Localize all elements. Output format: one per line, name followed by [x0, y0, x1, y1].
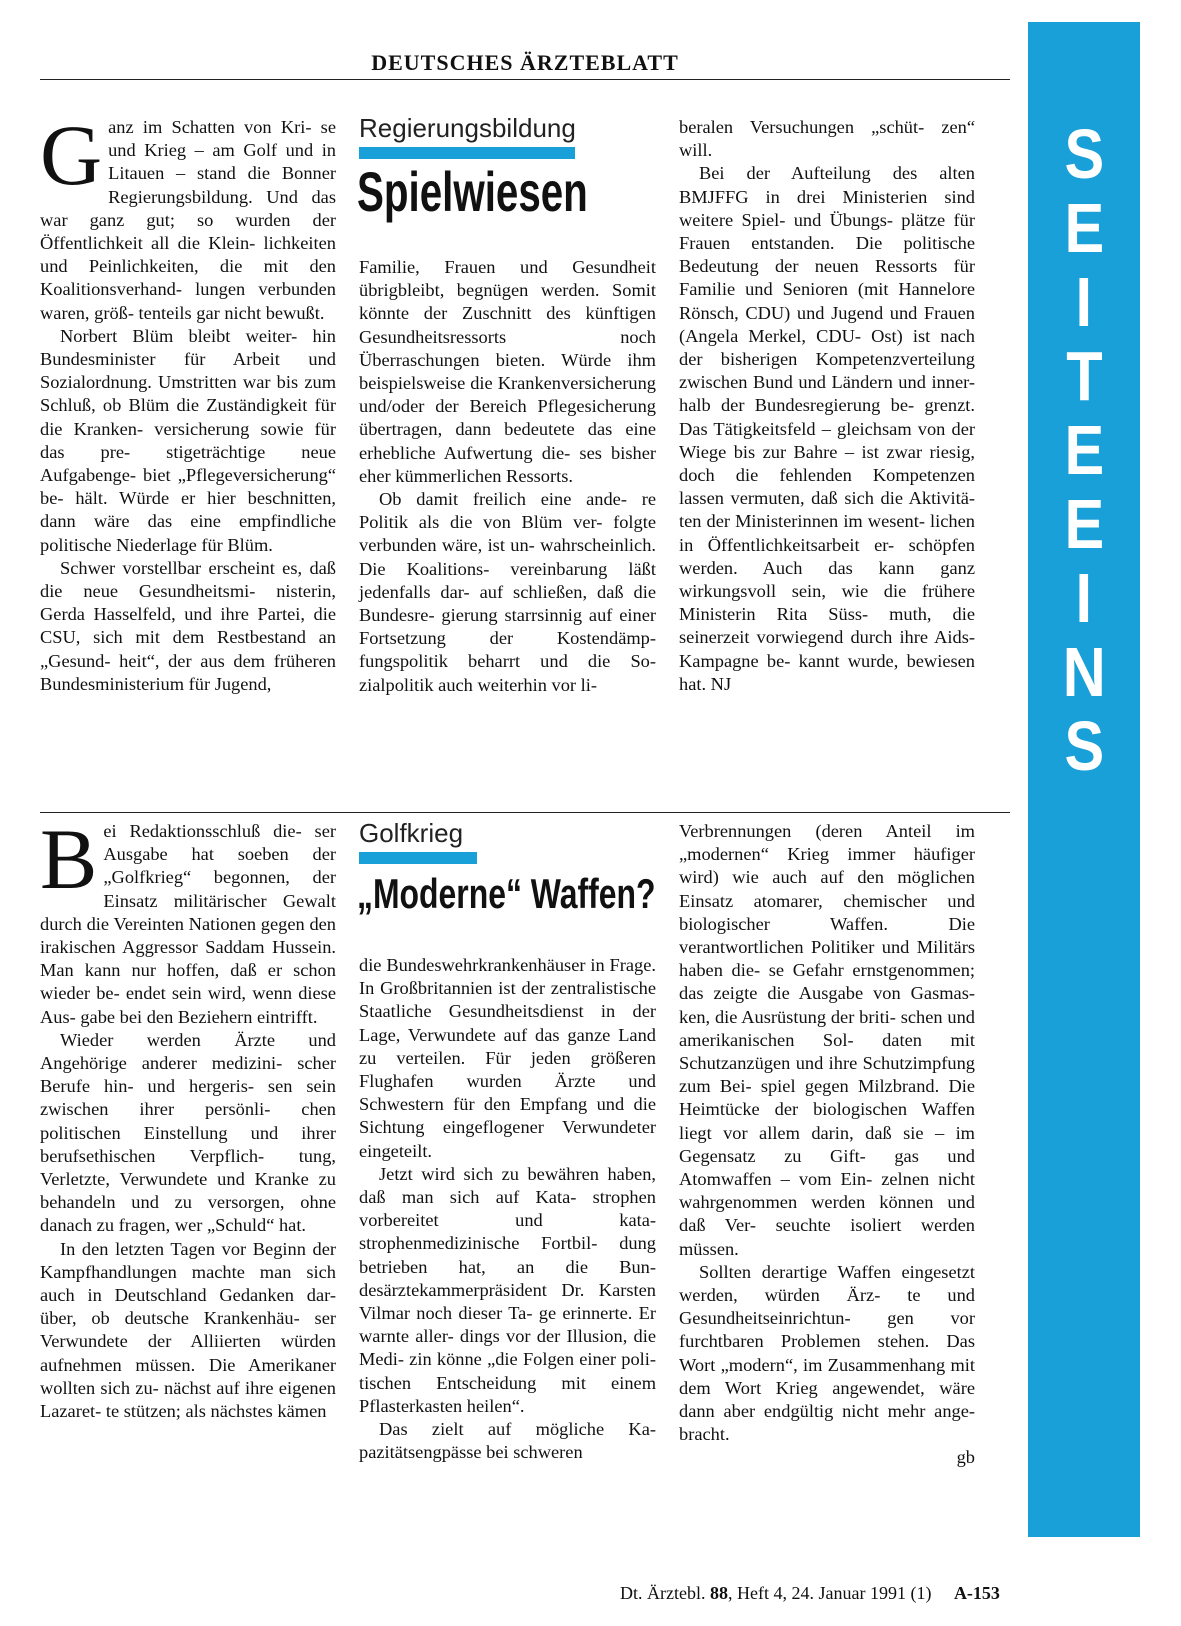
article1-paragraph: Ganz im Schatten von Kri- se und Krieg – am Golf und in Litauen – stand die Bonner Regierungsbildung. Und das war ganz gut; so wurden der Öffentlichkeit all die Klein- lichkeiten und Peinlichkeiten, die mit den Koalitionsverhand- lungen verbunden waren, größ- tenteils gar nicht bewußt.	[40, 107, 336, 323]
footer-citation-rest: , Heft 4, 24. Januar 1991 (1)	[727, 1583, 932, 1603]
article1-paragraph: Bei der Aufteilung des alten BMJFFG in drei Ministerien sind weitere Spiel- und Übungs- plätze für Frauen entstanden. Die politische Bedeutung der neuen Ressorts für Familie und Senioren (mit Hannelore Rönsch, CDU) und Jugend und Frauen (Angela Merkel, CDU- Ost) ist nach der bisherigen Kompetenzverteilung zwischen Bund und Ländern und inner- halb der Bundesregierung be- grenzt. Das Tätigkeitsfeld – gleichsam von der Wiege bis zur Bahre – ist zwar riesig, doch die fehlenden Kompetenzen lassen vermuten, daß sich die Aktivitä- ten der Ministerinnen im wesent- lichen in Öffentlichkeitsarbeit er- schöpfen werden. Auch das kann ganz wirkungsvoll sein, wie die frühere Ministerin Rita Süss- muth, die seinerzeit vorwiegend durch ihre Aids-Kampagne be- kannt wurde, bewiesen hat. NJ	[679, 163, 975, 694]
sidebar-letter: E	[1064, 485, 1104, 563]
article1-col2	[359, 256, 656, 697]
article2-col1	[40, 811, 336, 1423]
article1-headline: Spielwiesen	[357, 160, 588, 223]
section-divider	[40, 812, 1010, 813]
article2-paragraph: In den letzten Tagen vor Beginn der Kampfhandlungen machte man sich auch in Deutschland Gedanken dar- über, ob deutsche Krankenhäu- ser Verwundete der Alliierten würden aufnehmen müssen. Die Amerikaner wollten sich zu- nächst auf ihre eigenen Lazaret- te stützen; als nächstes kämen	[40, 1238, 336, 1422]
article2-paragraph: Das zielt auf mögliche Ka- pazitätsengpässe bei schweren	[359, 1419, 656, 1463]
section-sidebar	[1028, 22, 1140, 1537]
article1-col3	[679, 116, 975, 696]
article2-col3	[679, 820, 975, 1470]
article1-paragraph: Norbert Blüm bleibt weiter- hin Bundesminister für Arbeit und Sozialordnung. Umstritten war bis zum Schluß, ob Blüm die Zuständigkeit für die Kranken- versicherung sowie für das pre- stigeträchtige neue Aufgabenge- biet „Pflegeversicherung“ be- hält. Würde er hier beschnitten, dann wäre das eine empfindliche politische Niederlage für Blüm.	[40, 325, 336, 555]
article2-signature: gb	[956, 1447, 975, 1468]
article2-headline: „Moderne“ Waffen?	[357, 870, 656, 917]
article1-paragraph: Familie, Frauen und Gesundheit übrigbleibt, begnügen werden. Somit könnte der Zuschnitt des künftigen Gesundheitsressorts noch Überraschungen bieten. Würde ihm beispielsweise die Krankenversicherung und/oder der Bereich Pflegesicherung übertragen, dann bedeutete das eine erhebliche Aufwertung die- ses bisher eher kümmerlichen Ressorts.	[359, 257, 656, 486]
article1-col1	[40, 107, 336, 696]
article2-paragraph: die Bundeswehrkrankenhäuser in Frage. In Großbritannien ist der zentralistische Staatliche Gesundheitsdienst in der Lage, Verwundete auf das ganze Land zu verteilen. Für jeden größeren Flughafen wurden Ärzte und Schwestern für den Empfang und die Sichtung eingeflogener Verwundeter eingeteilt.	[359, 955, 656, 1161]
article2-kicker-bar	[359, 852, 477, 864]
article2-paragraph: Wieder werden Ärzte und Angehörige anderer medizini- scher Berufe hin- und hergeris- sen sein zwischen ihrer persönli- chen politischen Einstellung und ihrer berufsethischen Verpflich- tung, Verletzte, Verwundete und Kranke zu behandeln und zu versorgen, ohne danach zu fragen, wer „Schuld“ hat.	[40, 1029, 336, 1236]
article2-kicker: Golfkrieg	[359, 818, 464, 848]
sidebar-letter: S	[1064, 115, 1104, 193]
article1-kicker-bar	[359, 147, 575, 159]
sidebar-letter: E	[1064, 189, 1104, 267]
sidebar-letter: I	[1075, 263, 1093, 341]
article1-paragraph: Schwer vorstellbar erscheint es, daß die neue Gesundheitsmi- nisterin, Gerda Hasselfeld, und ihre Partei, die CSU, sich mit dem Restbestand an „Gesund- heit“, der aus dem früheren Bundesministerium für Jugend,	[40, 557, 336, 694]
article1-dropcap: G	[40, 107, 103, 203]
footer-citation-prefix: Dt. Ärztebl.	[620, 1583, 710, 1603]
article2-dropcap: B	[40, 811, 98, 907]
article2-paragraph: Bei Redaktionsschluß die- ser Ausgabe hat soeben der „Golfkrieg“ begonnen, der Einsatz militärischer Gewalt durch die Vereinten Nationen gegen den irakischen Aggressor Saddam Hussein. Man kann nur hoffen, daß er schon wieder be- endet sein wird, wenn diese Aus- gabe bei den Beziehern eintrifft.	[40, 811, 336, 1027]
sidebar-letter: T	[1065, 337, 1103, 415]
article1-paragraph: beralen Versuchungen „schüt- zen“ will.	[679, 117, 975, 161]
page-footer	[620, 1583, 1000, 1604]
masthead: DEUTSCHES ÄRZTEBLATT	[371, 50, 679, 75]
masthead-rule	[40, 79, 1010, 80]
footer-volume: 88	[709, 1583, 728, 1603]
article2-paragraph: Sollten derartige Waffen eingesetzt werden, würden Ärz- te und Gesundheitseinrichtun- gen vor furchtbaren Problemen stehen. Das Wort „modern“, im Zusammenhang mit dem Wort Krieg angewendet, wäre dann aber endgültig nicht mehr ange- bracht.	[679, 1261, 975, 1445]
article2-paragraph: Jetzt wird sich zu bewähren haben, daß man sich auf Kata- strophen vorbereitet und kata- strophenmedizinische Fortbil- dung betrieben hat, an die Bun- desärztekammerpräsident Dr. Karsten Vilmar noch dieser Ta- ge erinnerte. Er warnte aller- dings vor der Illusion, die Medi- zin könne „die Folgen einer poli- tischen Entscheidung mit einem Pflasterkasten heilen“.	[359, 1163, 656, 1416]
footer-page-number: A-153	[953, 1583, 1000, 1603]
article1-kicker: Regierungsbildung	[359, 113, 576, 143]
sidebar-letter: N	[1062, 633, 1106, 711]
article2-paragraph: Verbrennungen (deren Anteil im „modernen“ Krieg immer häufiger wird) wie auch auf den möglichen Einsatz atomarer, chemischer und biologischer Waffen. Die verantwortlichen Politiker und Militärs haben die- se Gefahr ernstgenommen; das zeigte die Ausgabe von Gasmas- ken, die Ausrüstung der briti- schen und amerikanischen Sol- daten mit Schutzanzügen und ihre Schutzimpfung zum Bei- spiel gegen Milzbrand. Die Heimtücke der biologischen Waffen liegt vor allem darin, daß sie – im Gegensatz zu Gift- gas und Atomwaffen – vom Ein- zelnen nicht wahrgenommen werden können und daß Ver- seuchte isoliert werden müssen.	[679, 821, 975, 1259]
article1-paragraph: Ob damit freilich eine ande- re Politik als die von Blüm ver- folgte verbunden wäre, ist un- wahrscheinlich. Die Koalitions- vereinbarung läßt jedenfalls dar- auf schließen, daß die Bundesre- gierung starrsinnig auf einer Fortsetzung der Kostendämp- fungspolitik beharrt und die So- zialpolitik auch weiterhin vor li-	[359, 489, 656, 695]
sidebar-letter: I	[1075, 559, 1093, 637]
sidebar-letter: E	[1064, 411, 1104, 489]
sidebar-letter: S	[1064, 707, 1104, 785]
sidebar-label	[1028, 117, 1140, 783]
article2-col2	[359, 954, 656, 1464]
